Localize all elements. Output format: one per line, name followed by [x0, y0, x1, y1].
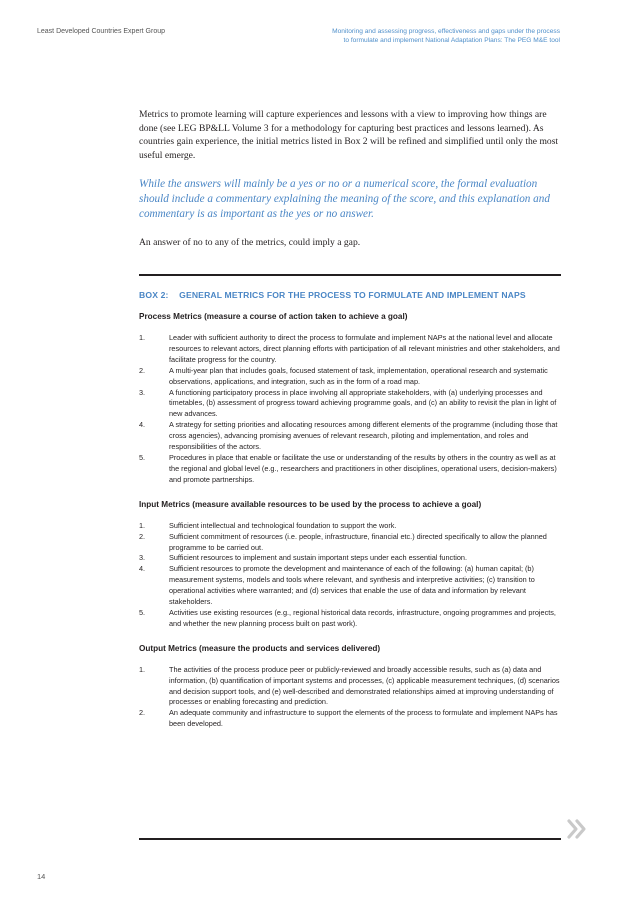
item-number: 4. — [139, 564, 146, 574]
list-item — [139, 564, 561, 608]
box-title-text: GENERAL METRICS FOR THE PROCESS TO FORMULATE AND IMPLEMENT NAPS — [179, 290, 526, 300]
item-number: 3. — [139, 387, 146, 397]
item-number: 4. — [139, 420, 146, 430]
list-item — [139, 553, 561, 564]
item-number: 2. — [139, 365, 146, 375]
running-header-right-line2: to formulate and implement National Adaptation Plans: The PEG M&E tool — [343, 37, 560, 44]
running-header-right-line1: Monitoring and assessing progress, effectiveness and gaps under the process — [332, 28, 560, 35]
item-number: 5. — [139, 607, 146, 617]
item-text: The activities of the process produce peer or publicly-reviewed and broadly accessible results, such as (a) data and information, (b) quantification of important systems and processes, (c) applicable measurement techniques, (d) scenarios and decision support tools, and (e) well-described and demonstrated relationships aimed at improving understanding of processes or enabling forecasting and prediction. — [169, 664, 560, 707]
list-item — [139, 708, 561, 730]
process-metrics-list — [139, 333, 561, 486]
list-item — [139, 453, 561, 486]
running-header-right — [300, 27, 560, 45]
box-top-rule — [139, 274, 561, 276]
item-text: An adequate community and infrastructure to support the elements of the process to formulate and implement NAPs has been developed. — [169, 708, 558, 729]
section-title: Process Metrics (measure a course of action taken to achieve a goal) — [139, 312, 408, 321]
item-number: 1. — [139, 333, 146, 342]
list-item — [139, 532, 561, 554]
list-item — [139, 366, 561, 388]
item-number: 2. — [139, 531, 146, 541]
input-metrics-section — [139, 500, 561, 630]
double-chevron-right-icon — [566, 818, 588, 840]
box-bottom-rule — [139, 838, 561, 840]
item-text: Leader with sufficient authority to direct the process to formulate and implement NAPs at the national level and allocate resources to relevant actors, direct planning efforts with participation of all relevant ministries and other stakeholders, and facilitate progress for the country. — [169, 333, 560, 364]
list-item — [139, 420, 561, 453]
item-text: A functioning participatory process in place involving all appropriate stakeholders, with (a) underlying processes and timetables, (b) assessment of progress toward achieving programme goals, and (c) an ability to revisit the plan in light of new advances. — [169, 387, 557, 419]
page-number: 14 — [37, 872, 46, 881]
list-item — [139, 608, 561, 630]
box-number: BOX 2: — [139, 290, 169, 300]
list-item — [139, 333, 561, 366]
box-title — [139, 290, 561, 300]
item-number: 5. — [139, 452, 146, 462]
main-content — [139, 108, 561, 248]
item-number: 1. — [139, 520, 146, 530]
pull-quote: While the answers will mainly be a yes or no or a numerical score, the formal evaluation should include a commentary explaining the meaning of the score, and this explanation and commentary is as important as the yes or no answer. — [139, 178, 550, 221]
input-metrics-list — [139, 521, 561, 630]
item-text: A multi-year plan that includes goals, focused statement of task, implementation, operational research and systematic observations, applications, and integration, such as in the form of a road map. — [169, 365, 548, 386]
list-item — [139, 521, 561, 532]
box-2 — [139, 290, 561, 744]
output-metrics-section — [139, 644, 561, 730]
section-title: Input Metrics (measure available resources to be used by the process to achieve a goal) — [139, 499, 482, 509]
item-number: 1. — [139, 664, 146, 674]
gap-sentence: An answer of no to any of the metrics, could imply a gap. — [139, 236, 361, 248]
list-item — [139, 388, 561, 421]
item-text: Procedures in place that enable or facilitate the use or understanding of the results by others in the country as well as at the regional and global level (e.g., researchers and practitioners in other disciplines, operational users, decision-makers) and promote partnerships. — [169, 452, 557, 484]
output-metrics-list — [139, 665, 561, 730]
running-header-left: Least Developed Countries Expert Group — [37, 28, 166, 35]
item-number: 3. — [139, 553, 146, 563]
item-text: Activities use existing resources (e.g., regional historical data records, infrastructure, ongoing programmes and projects, and whether the new planning process built on past work). — [169, 607, 556, 628]
item-text: Sufficient intellectual and technological foundation to support the work. — [169, 520, 397, 530]
item-text: A strategy for setting priorities and allocating resources among different elements of the programme (including those that cross agencies), advancing promising avenues of relevant research, piloting and implementation, and roles and responsibilities of the actors. — [169, 420, 558, 452]
item-number: 2. — [139, 708, 146, 718]
list-item — [139, 665, 561, 709]
intro-paragraph: Metrics to promote learning will capture experiences and lessons with a view to improving how things are done (see LEG BP&LL Volume 3 for a methodology for capturing best practices and lessons learned). As countries gain experience, the initial metrics listed in Box 2 will be refined and simplified until only the most useful emerge. — [139, 109, 559, 161]
section-title: Output Metrics (measure the products and services delivered) — [139, 643, 381, 653]
item-text: Sufficient commitment of resources (i.e. people, infrastructure, financial etc.) directed specifically to allow the planned programme to be carried out. — [169, 531, 547, 552]
item-text: Sufficient resources to implement and sustain important steps under each essential function. — [169, 553, 467, 563]
item-text: Sufficient resources to promote the development and maintenance of each of the following: (a) human capital; (b) measurement systems, models and tools where relevant, and synthesis and interpretive activities; (c) transition to operational activities where warranted; and (d) services that enable the use of data and information by relevant stakeholders. — [169, 564, 535, 607]
process-metrics-section — [139, 312, 561, 486]
